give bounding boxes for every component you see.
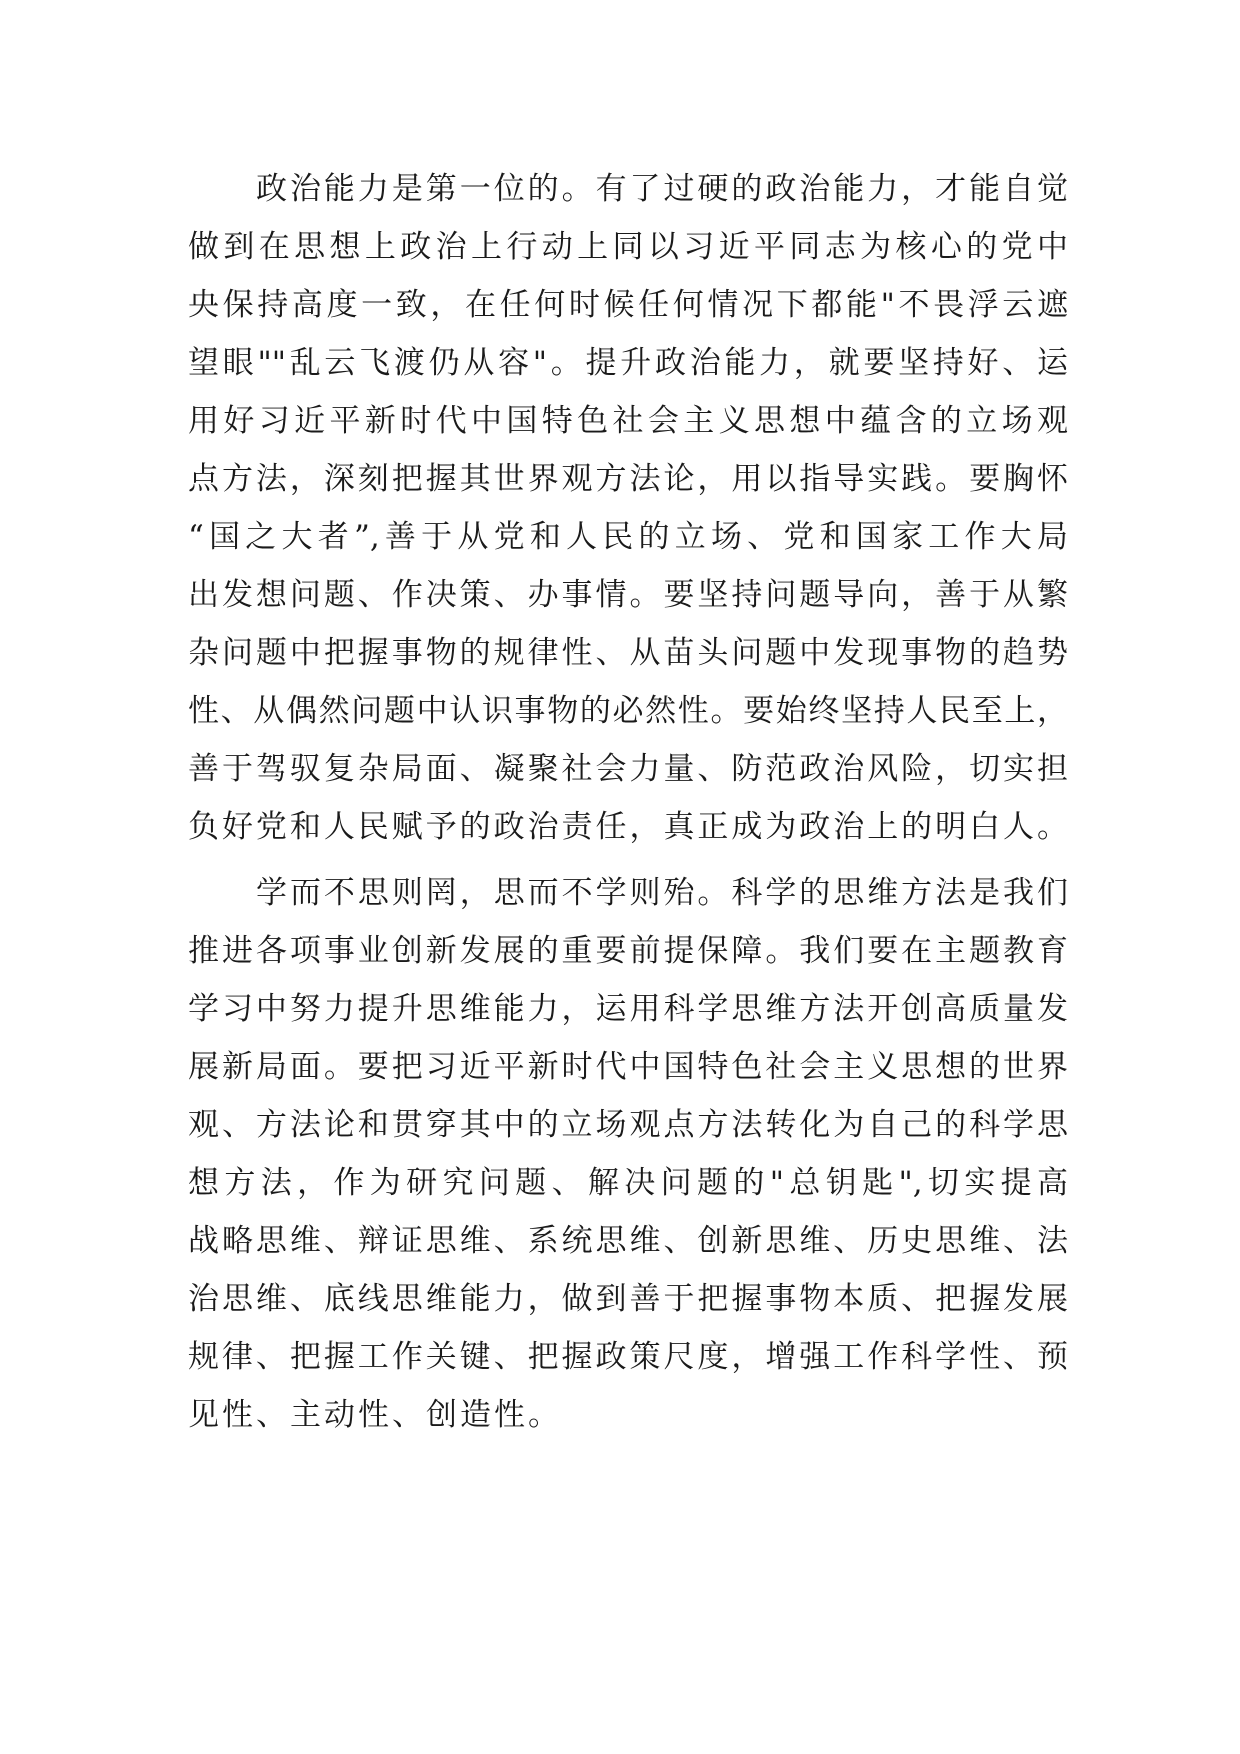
paragraph-thinking-ability <box>188 864 1068 1444</box>
paragraph-line: 出发想问题、作决策、办事情。要坚持问题导向，善于从繁 <box>188 577 1068 613</box>
paragraph-line: 做到在思想上政治上行动上同以习近平同志为核心的党中 <box>188 229 1068 265</box>
paragraph-line: 治思维、底线思维能力，做到善于把握事物本质、把握发展 <box>188 1281 1068 1317</box>
paragraph-line: 望眼""乱云飞渡仍从容"。提升政治能力，就要坚持好、运 <box>188 345 1068 381</box>
paragraph-line: “国之大者”,善于从党和人民的立场、党和国家工作大局 <box>188 519 1068 555</box>
paragraph-line: 性、从偶然问题中认识事物的必然性。要始终坚持人民至上， <box>188 693 1068 729</box>
paragraph-line: 负好党和人民赋予的政治责任，真正成为政治上的明白人。 <box>188 809 1068 845</box>
paragraph-line: 学而不思则罔，思而不学则殆。科学的思维方法是我们 <box>256 875 1068 911</box>
paragraph-line: 展新局面。要把习近平新时代中国特色社会主义思想的世界 <box>188 1049 1068 1085</box>
paragraph-line: 见性、主动性、创造性。 <box>188 1397 562 1433</box>
paragraph-line: 善于驾驭复杂局面、凝聚社会力量、防范政治风险，切实担 <box>188 751 1068 787</box>
paragraph-line: 学习中努力提升思维能力，运用科学思维方法开创高质量发 <box>188 991 1068 1027</box>
paragraph-line: 观、方法论和贯穿其中的立场观点方法转化为自己的科学思 <box>188 1107 1068 1143</box>
paragraph-line: 用好习近平新时代中国特色社会主义思想中蕴含的立场观 <box>188 403 1068 439</box>
paragraph-line: 点方法，深刻把握其世界观方法论，用以指导实践。要胸怀 <box>188 461 1068 497</box>
paragraph-line: 杂问题中把握事物的规律性、从苗头问题中发现事物的趋势 <box>188 635 1068 671</box>
paragraph-line: 政治能力是第一位的。有了过硬的政治能力，才能自觉 <box>256 171 1068 207</box>
paragraph-political-ability <box>188 160 1068 856</box>
paragraph-line: 规律、把握工作关键、把握政策尺度，增强工作科学性、预 <box>188 1339 1068 1375</box>
paragraph-line: 战略思维、辩证思维、系统思维、创新思维、历史思维、法 <box>188 1223 1068 1259</box>
paragraph-line: 想方法，作为研究问题、解决问题的"总钥匙",切实提高 <box>188 1165 1068 1201</box>
paragraph-line: 央保持高度一致，在任何时候任何情况下都能"不畏浮云遮 <box>188 287 1068 323</box>
paragraph-line: 推进各项事业创新发展的重要前提保障。我们要在主题教育 <box>188 933 1068 969</box>
document-body <box>188 160 1068 1452</box>
